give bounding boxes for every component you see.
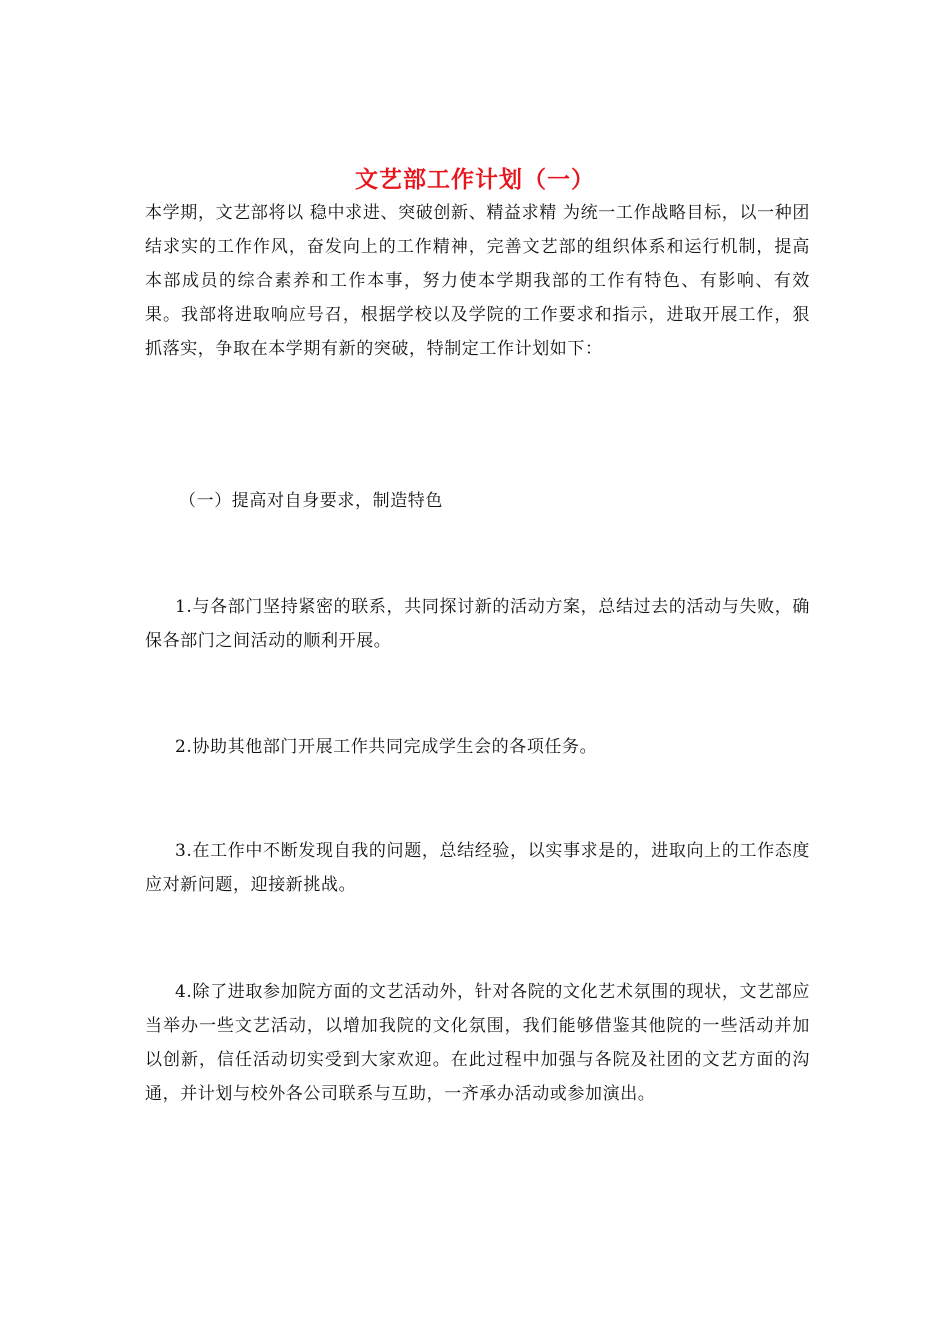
list-item: 2.协助其他部门开展工作共同完成学生会的各项任务。	[175, 737, 598, 757]
list-item: 1.与各部门坚持紧密的联系，共同探讨新的活动方案，总结过去的活动与失败，确保各部门之间活动的顺利开展。	[145, 597, 810, 651]
intro-paragraph: 本学期，文艺部将以 稳中求进、突破创新、精益求精 为统一工作战略目标，以一种团结求实的工作作风，奋发向上的工作精神，完善文艺部的组织体系和运行机制，提高本部成员的综合素养和工作本事，努力使本学期我部的工作有特色、有影响、有效果。我部将进取响应号召，根据学校以及学院的工作要求和指示，进取开展工作，狠抓落实，争取在本学期有新的突破，特制定工作计划如下：	[145, 203, 810, 359]
list-item: 4.除了进取参加院方面的文艺活动外，针对各院的文化艺术氛围的现状，文艺部应当举办一些文艺活动，以增加我院的文化氛围，我们能够借鉴其他院的一些活动并加以创新，信任活动切实受到大家欢迎。在此过程中加强与各院及社团的文艺方面的沟通，并计划与校外各公司联系与互助，一齐承办活动或参加演出。	[145, 982, 810, 1104]
section-heading: （一）提高对自身要求，制造特色	[179, 491, 443, 511]
list-item: 3.在工作中不断发现自我的问题，总结经验，以实事求是的，进取向上的工作态度应对新问题，迎接新挑战。	[145, 841, 810, 895]
document-title: 文艺部工作计划（一）	[355, 166, 595, 194]
